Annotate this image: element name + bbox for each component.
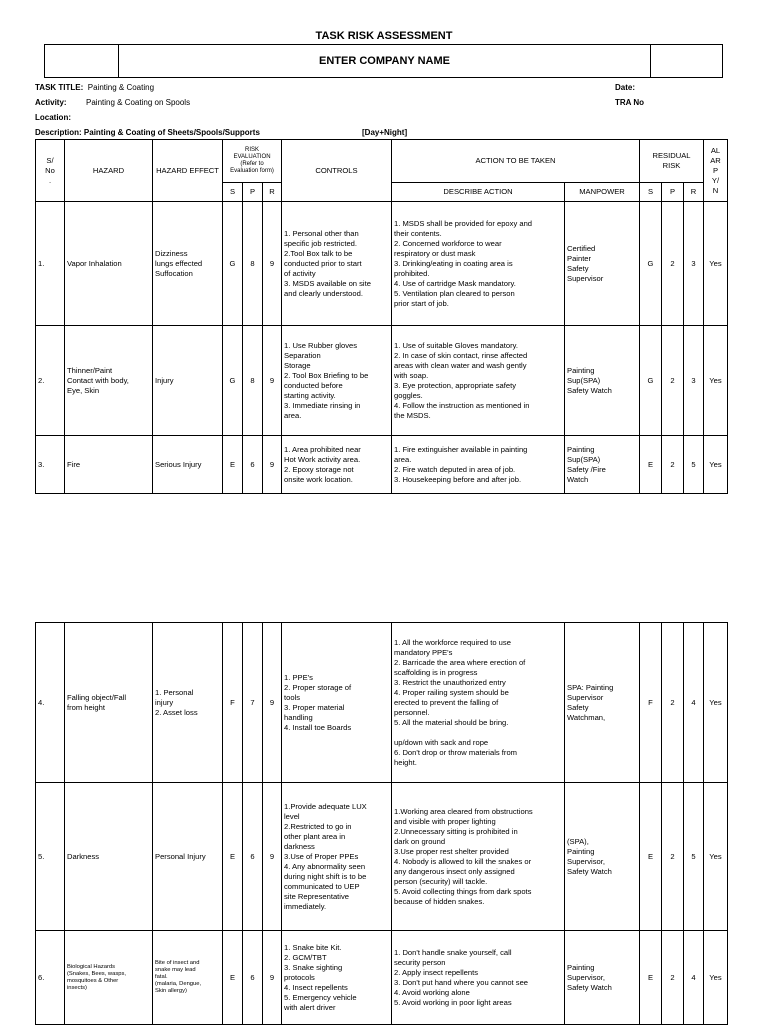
action-cell: 1. Fire extinguisher available in painting area. 2. Fire watch deputed in area of job. 3. Housekeeping before and after job.	[392, 436, 565, 494]
hazard-effect-cell: 1. Personal injury 2. Asset loss	[153, 623, 223, 783]
header-controls: CONTROLS	[282, 140, 392, 202]
probability-cell: 8	[243, 202, 263, 326]
task-title-value: Painting & Coating	[87, 83, 155, 92]
severity-cell: E	[223, 436, 243, 494]
residual-s-cell: G	[640, 202, 662, 326]
table-row	[36, 931, 728, 1025]
header-r: R	[263, 183, 282, 202]
alarp-cell: Yes	[704, 326, 728, 436]
residual-p-cell: 2	[662, 436, 684, 494]
severity-cell: E	[223, 931, 243, 1025]
table-row	[36, 202, 728, 326]
residual-p-cell: 2	[662, 931, 684, 1025]
right-cell	[650, 45, 722, 77]
header-hazard-effect: HAZARD EFFECT	[153, 140, 223, 202]
header-hazard: HAZARD	[65, 140, 153, 202]
controls-cell: 1.Provide adequate LUX level 2.Restricted to go in other plant area in darkness 3.Use of Proper PPEs 4. Any abnormality seen during night shift is to be communicated to UEP site Representative immediately.	[282, 783, 392, 931]
severity-cell: E	[223, 783, 243, 931]
table-row	[36, 436, 728, 494]
controls-cell: 1. PPE's 2. Proper storage of tools 3. Proper material handling 4. Install toe Boards	[282, 623, 392, 783]
residual-r-cell: 5	[684, 436, 704, 494]
description-label: Description:	[35, 128, 82, 137]
residual-r-cell: 5	[684, 783, 704, 931]
residual-p-cell: 2	[662, 326, 684, 436]
hazard-effect-cell: Injury	[153, 326, 223, 436]
activity-value: Painting & Coating on Spools	[86, 98, 191, 107]
residual-s-cell: F	[640, 623, 662, 783]
controls-cell: 1. Personal other than specific job restricted. 2.Tool Box talk to be conducted prior to start of activity 3. MSDS available on site and clearly understood.	[282, 202, 392, 326]
description-value: Painting & Coating of Sheets/Spools/Supports	[83, 128, 260, 137]
residual-p-cell: 2	[662, 202, 684, 326]
hazard-cell: Vapor Inhalation	[65, 202, 153, 326]
alarp-cell: Yes	[704, 783, 728, 931]
task-title-label: TASK TITLE:	[35, 83, 84, 92]
manpower-cell: SPA: Painting Supervisor Safety Watchman,	[565, 623, 640, 783]
risk-cell: 9	[263, 623, 282, 783]
date-label: Date:	[615, 83, 636, 92]
risk-cell: 9	[263, 436, 282, 494]
row-number: 5.	[36, 783, 65, 931]
hazard-effect-cell: Bite of insect and snake may lead fatal. (malaria, Dengue, Skin allergy)	[153, 931, 223, 1025]
manpower-cell: Painting Sup(SPA) Safety Watch	[565, 326, 640, 436]
company-name: ENTER COMPANY NAME	[319, 55, 450, 67]
table-row	[36, 326, 728, 436]
row-number: 6.	[36, 931, 65, 1025]
header-residual-r: R	[684, 183, 704, 202]
probability-cell: 8	[243, 326, 263, 436]
hazard-cell: Biological Hazards (Snakes, Bees, wasps, mosquitoes & Other insects)	[65, 931, 153, 1025]
hazard-cell: Falling object/Fall from height	[65, 623, 153, 783]
risk-cell: 9	[263, 326, 282, 436]
residual-r-cell: 4	[684, 931, 704, 1025]
tra-no-label: TRA No	[615, 98, 645, 107]
hazard-cell: Darkness	[65, 783, 153, 931]
row-number: 4.	[36, 623, 65, 783]
document-title: TASK RISK ASSESSMENT	[315, 30, 453, 42]
residual-s-cell: E	[640, 783, 662, 931]
controls-cell: 1. Use Rubber gloves Separation Storage 2. Tool Box Briefing to be conducted before starting activity. 3. Immediate rinsing in area.	[282, 326, 392, 436]
action-cell: 1. MSDS shall be provided for epoxy and their contents. 2. Concerned workforce to wear respiratory or dust mask 3. Drinking/eating in coating area is prohibited. 4. Use of cartridge Mask mandatory. 5. Ventilation plan cleared to person prior start of job.	[392, 202, 565, 326]
header-sno: S/ No .	[36, 140, 65, 202]
header-alarp: AL AR P Y/ N	[704, 140, 728, 202]
header-action-to-be-taken: ACTION TO BE TAKEN	[392, 140, 640, 183]
probability-cell: 7	[243, 623, 263, 783]
hazard-effect-cell: Personal Injury	[153, 783, 223, 931]
manpower-cell: Painting Sup(SPA) Safety /Fire Watch	[565, 436, 640, 494]
severity-cell: G	[223, 326, 243, 436]
action-cell: 1. Use of suitable Gloves mandatory. 2. In case of skin contact, rinse affected areas with clean water and wash gently with soap. 3. Eye protection, appropriate safety goggles. 4. Follow the instruction as mentioned in the MSDS.	[392, 326, 565, 436]
risk-table-page-1	[35, 139, 728, 494]
activity-line	[35, 98, 67, 108]
row-number: 2.	[36, 326, 65, 436]
row-number: 3.	[36, 436, 65, 494]
residual-r-cell: 4	[684, 623, 704, 783]
residual-s-cell: G	[640, 326, 662, 436]
hazard-cell: Thinner/Paint Contact with body, Eye, Skin	[65, 326, 153, 436]
alarp-cell: Yes	[704, 931, 728, 1025]
manpower-cell: Certified Painter Safety Supervisor	[565, 202, 640, 326]
description-line	[35, 128, 260, 138]
residual-r-cell: 3	[684, 202, 704, 326]
header-s: S	[223, 183, 243, 202]
task-title-line	[35, 83, 154, 93]
alarp-cell: Yes	[704, 623, 728, 783]
manpower-cell: (SPA), Painting Supervisor, Safety Watch	[565, 783, 640, 931]
header-p: P	[243, 183, 263, 202]
probability-cell: 6	[243, 436, 263, 494]
action-cell: 1.Working area cleared from obstructions and visible with proper lighting 2.Unnecessary sitting is prohibited in dark on ground 3.Use proper rest shelter provided 4. Nobody is allowed to kill the snakes or any dangerous insect only assigned person (security) will tackle. 5. Avoid collecting things from dark spots because of hidden snakes.	[392, 783, 565, 931]
residual-p-cell: 2	[662, 783, 684, 931]
residual-s-cell: E	[640, 436, 662, 494]
controls-cell: 1. Area prohibited near Hot Work activity area. 2. Epoxy storage not onsite work location.	[282, 436, 392, 494]
table-row	[36, 783, 728, 931]
controls-cell: 1. Snake bite Kit. 2. GCM/TBT 3. Snake sighting protocols 4. Insect repellents 5. Emergency vehicle with alert driver	[282, 931, 392, 1025]
header-residual-risk: RESIDUAL RISK	[640, 140, 704, 183]
probability-cell: 6	[243, 783, 263, 931]
company-header-box	[44, 44, 723, 78]
probability-cell: 6	[243, 931, 263, 1025]
severity-cell: G	[223, 202, 243, 326]
residual-r-cell: 3	[684, 326, 704, 436]
risk-table-page-2	[35, 622, 728, 1025]
risk-cell: 9	[263, 783, 282, 931]
location-line	[35, 113, 71, 123]
location-label: Location:	[35, 113, 71, 122]
risk-cell: 9	[263, 931, 282, 1025]
action-cell: 1. Don't handle snake yourself, call security person 2. Apply insect repellents 3. Don't put hand where you cannot see 4. Avoid working alone 5. Avoid working in poor light areas	[392, 931, 565, 1025]
row-number: 1.	[36, 202, 65, 326]
residual-p-cell: 2	[662, 623, 684, 783]
table-row	[36, 623, 728, 783]
severity-cell: F	[223, 623, 243, 783]
header-residual-s: S	[640, 183, 662, 202]
header-residual-p: P	[662, 183, 684, 202]
hazard-cell: Fire	[65, 436, 153, 494]
action-cell: 1. All the workforce required to use mandatory PPE's 2. Barricade the area where erection of scaffolding is in progress 3. Restrict the unauthorized entry 4. Proper railing system should be erected to prevent the falling of personnel. 5. All the material should be bring. up/down with sack and rope 6. Don't drop or throw materials from height.	[392, 623, 565, 783]
alarp-cell: Yes	[704, 436, 728, 494]
hazard-effect-cell: Serious Injury	[153, 436, 223, 494]
activity-label: Activity:	[35, 98, 67, 107]
residual-s-cell: E	[640, 931, 662, 1025]
header-risk-evaluation: RISK EVALUATION (Refer to Evaluation form)	[223, 140, 282, 183]
alarp-cell: Yes	[704, 202, 728, 326]
header-describe-action: DESCRIBE ACTION	[392, 183, 565, 202]
hazard-effect-cell: Dizziness lungs effected Suffocation	[153, 202, 223, 326]
header-manpower: MANPOWER	[565, 183, 640, 202]
risk-cell: 9	[263, 202, 282, 326]
shift-label: [Day+Night]	[362, 128, 408, 137]
logo-cell	[45, 45, 119, 77]
manpower-cell: Painting Supervisor, Safety Watch	[565, 931, 640, 1025]
